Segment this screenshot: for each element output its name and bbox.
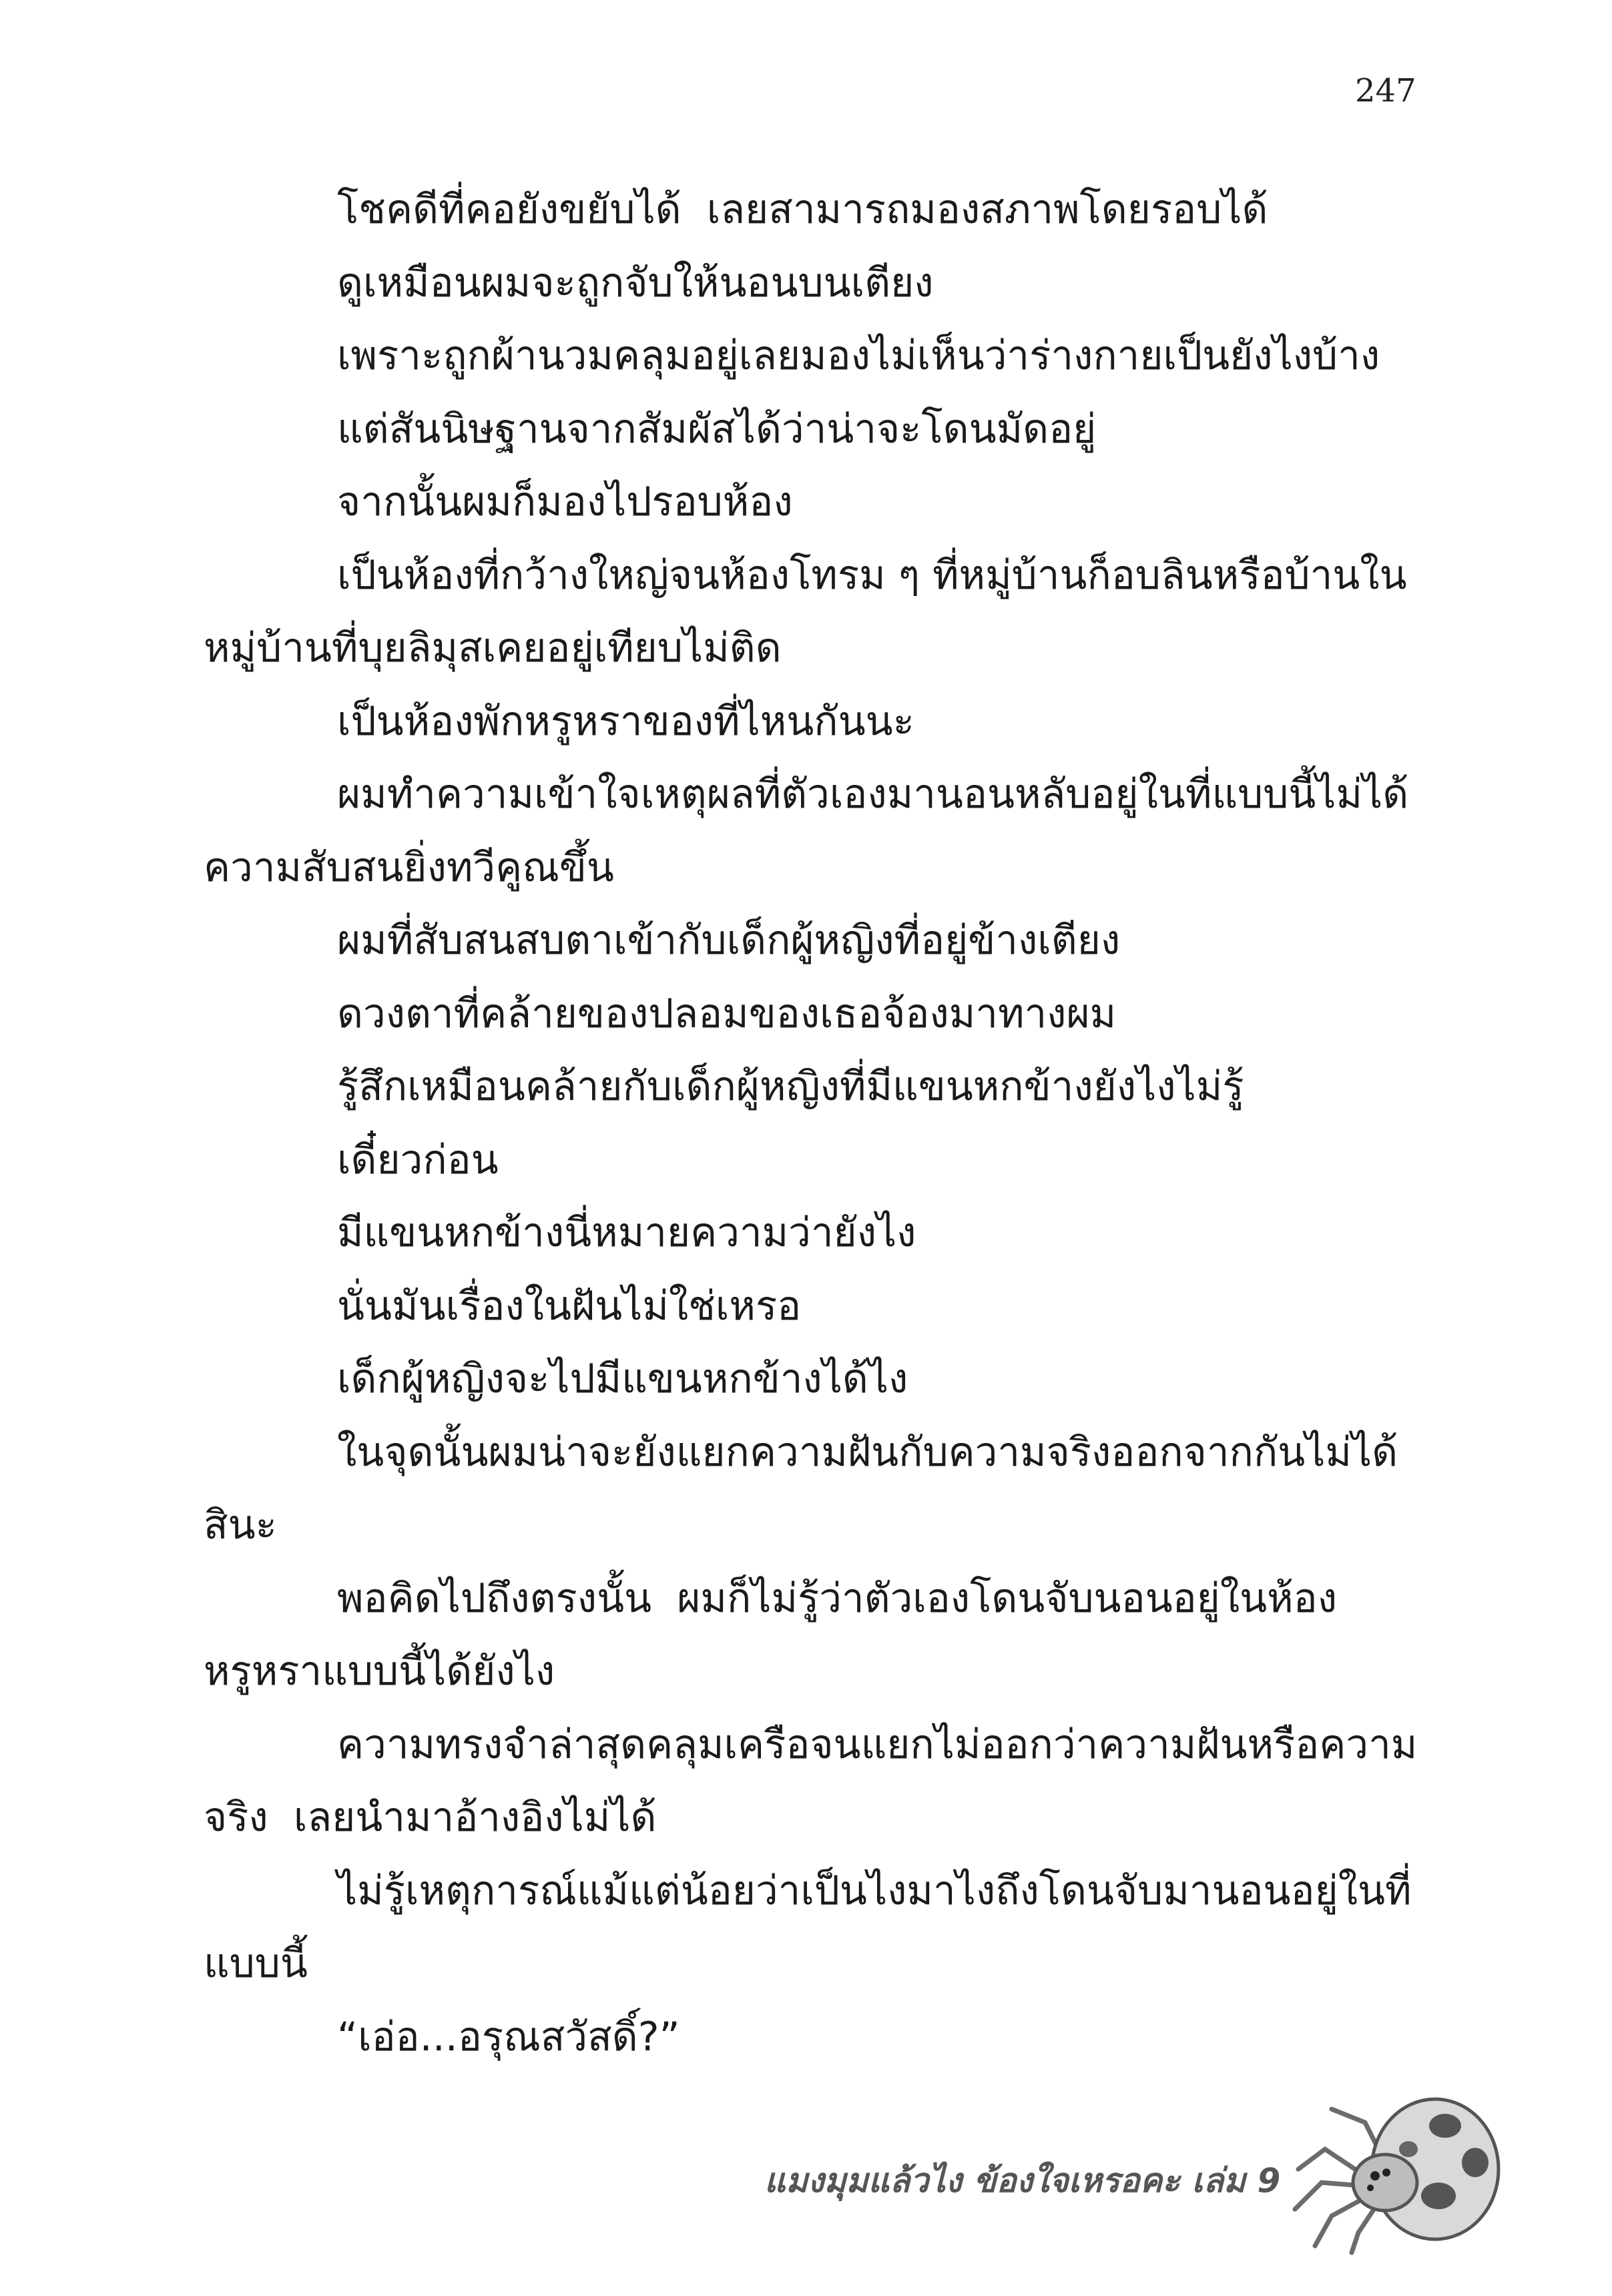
paragraph: นั่นมันเรื่องในฝันไม่ใช่เหรอ (337, 1282, 802, 1330)
paragraph: มีแขนหกข้างนี่หมายความว่ายังไง (337, 1209, 916, 1256)
paragraph: เดี๋ยวก่อน (337, 1136, 499, 1183)
paragraph: เด็กผู้หญิงจะไปมีแขนหกข้างได้ไง (337, 1356, 908, 1402)
paragraph: ผมทำความเข้าใจเหตุผลที่ตัวเองมานอนหลับอยู่ในที่แบบนี้ไม่ได้ ความสับสนยิ่งทวีคูณขึ้น (204, 771, 1434, 891)
paragraph: ความทรงจำล่าสุดคลุมเครือจนแยกไม่ออกว่าความฝันหรือความจริง เลยนำมาอ้างอิงไม่ได้ (204, 1721, 1418, 1841)
paragraph: แต่สันนิษฐานจากสัมผัสได้ว่าน่าจะโดนมัดอยู่ (337, 405, 1097, 453)
paragraph: “เอ่อ...อรุณสวัสดิ์?” (337, 2013, 680, 2060)
paragraph: ดูเหมือนผมจะถูกจับให้นอนบนเตียง (337, 259, 934, 306)
paragraph: ดวงตาที่คล้ายของปลอมของเธอจ้องมาทางผม (337, 990, 1117, 1037)
paragraph: พอคิดไปถึงตรงนั้น ผมก็ไม่รู้ว่าตัวเองโดนจับนอนอยู่ในห้องหรูหราแบบนี้ได้ยังไง (204, 1574, 1338, 1695)
paragraph: เป็นห้องพักหรูหราของที่ไหนกันนะ (337, 697, 914, 745)
footer-book-title: แมงมุมแล้วไง ข้องใจเหรอคะ เล่ม 9 (764, 2161, 1281, 2200)
paragraph: ไม่รู้เหตุการณ์แม้แต่น้อยว่าเป็นไงมาไงถึงโดนจับมานอนอยู่ในที่แบบนี้ (204, 1867, 1412, 1987)
page-number: 247 (1355, 72, 1416, 109)
body-text (204, 174, 1434, 2074)
paragraph: เป็นห้องที่กว้างใหญ่จนห้องโทรม ๆ ที่หมู่บ้านก็อบลินหรือบ้านในหมู่บ้านที่บุยลิมุสเคยอยู่เทียบไม่ติด (204, 551, 1407, 671)
paragraph: โชคดีที่คอยังขยับได้ เลยสามารถมองสภาพโดยรอบได้ (337, 186, 1268, 233)
paragraph: จากนั้นผมก็มองไปรอบห้อง (337, 479, 793, 525)
paragraph: ผมที่สับสนสบตาเข้ากับเด็กผู้หญิงที่อยู่ข้างเตียง (337, 917, 1121, 964)
paragraph: เพราะถูกผ้านวมคลุมอยู่เลยมองไม่เห็นว่าร่างกายเป็นยังไงบ้าง (337, 332, 1380, 379)
paragraph: รู้สึกเหมือนคล้ายกับเด็กผู้หญิงที่มีแขนหกข้างยังไงไม่รู้ (337, 1063, 1244, 1110)
spider-icon (1285, 2076, 1505, 2256)
paragraph: ในจุดนั้นผมน่าจะยังแยกความฝันกับความจริงออกจากกันไม่ได้สินะ (204, 1428, 1398, 1548)
